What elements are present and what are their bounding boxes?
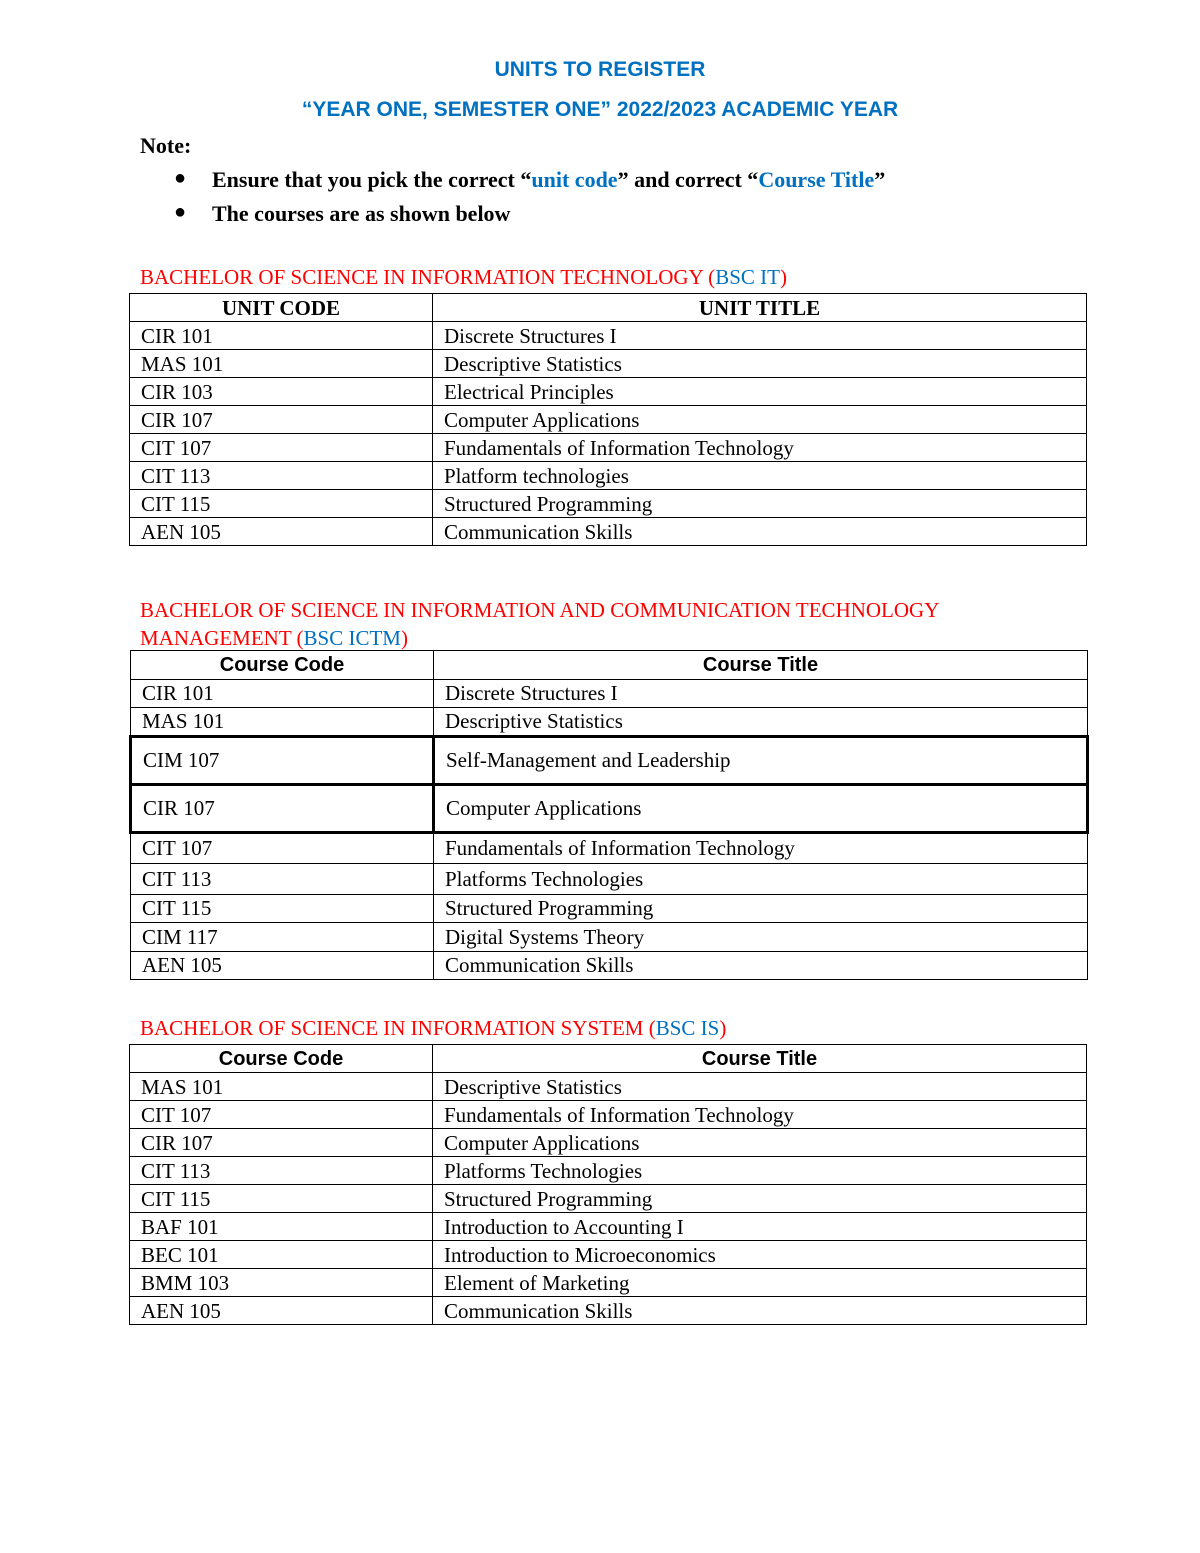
unit-title: Platform technologies [433,462,1087,490]
unit-title: Discrete Structures I [433,322,1087,350]
unit-code: CIT 107 [130,1101,433,1129]
unit-title: Descriptive Statistics [433,350,1087,378]
table-row [130,322,1087,350]
table-row [130,1101,1087,1129]
column-header-code: UNIT CODE [130,294,433,322]
unit-code: CIT 113 [131,863,434,894]
table-row [130,1129,1087,1157]
unit-code: CIT 113 [130,1157,433,1185]
bullet-icon: ● [174,201,187,223]
unit-code: BMM 103 [130,1269,433,1297]
table-row [130,350,1087,378]
unit-code: CIT 113 [130,462,433,490]
table-row [130,490,1087,518]
table-row [130,518,1087,546]
table-row [131,784,1088,832]
unit-code: CIT 107 [131,832,434,863]
table-row [130,1241,1087,1269]
unit-code: CIT 115 [130,490,433,518]
unit-code: CIT 115 [130,1185,433,1213]
unit-title: Structured Programming [434,894,1088,923]
table-row [130,462,1087,490]
unit-code: CIR 101 [131,679,434,708]
unit-code: AEN 105 [130,1297,433,1325]
unit-title: Communication Skills [434,951,1088,980]
unit-title: Structured Programming [433,1185,1087,1213]
table-row [130,434,1087,462]
unit-code: MAS 101 [130,1073,433,1101]
program-title-bsc-it: BACHELOR OF SCIENCE IN INFORMATION TECHNOLOGY (BSC IT) [140,265,787,289]
units-table-bsc-is [129,1044,1087,1325]
table-row [130,1157,1087,1185]
unit-code: CIR 101 [130,322,433,350]
unit-title: Fundamentals of Information Technology [434,832,1088,863]
unit-code: CIT 115 [131,894,434,923]
unit-code: CIT 107 [130,434,433,462]
unit-code: CIR 107 [130,406,433,434]
table-row [130,1297,1087,1325]
unit-title: Communication Skills [433,1297,1087,1325]
unit-code: AEN 105 [130,518,433,546]
table-header-row [131,651,1088,680]
table-header-row [130,294,1087,322]
table-row [131,832,1088,863]
table-row [130,1213,1087,1241]
unit-title: Introduction to Microeconomics [433,1241,1087,1269]
units-table-bsc-ictm [129,650,1089,980]
table-row [131,679,1088,708]
unit-title: Introduction to Accounting I [433,1213,1087,1241]
page-title: UNITS TO REGISTER [494,58,706,81]
program-title-bsc-is: BACHELOR OF SCIENCE IN INFORMATION SYSTEM (BSC IS) [140,1016,727,1040]
page-subtitle: “YEAR ONE, SEMESTER ONE” 2022/2023 ACADEMIC YEAR [301,98,899,121]
unit-title: Platforms Technologies [434,863,1088,894]
unit-title: Computer Applications [433,406,1087,434]
table-row [130,406,1087,434]
column-header-code: Course Code [130,1045,433,1073]
table-row [130,378,1087,406]
unit-title: Fundamentals of Information Technology [433,434,1087,462]
unit-title: Computer Applications [434,784,1088,832]
unit-title: Digital Systems Theory [434,923,1088,952]
column-header-title: Course Title [434,651,1088,680]
note-bullet-2-text: The courses are as shown below [212,201,511,226]
table-header-row [130,1045,1087,1073]
unit-code: AEN 105 [131,951,434,980]
units-table-bsc-it [129,293,1087,546]
table-row [131,708,1088,737]
unit-title: Computer Applications [433,1129,1087,1157]
table-row [131,923,1088,952]
table-row [131,863,1088,894]
unit-title: Element of Marketing [433,1269,1087,1297]
note-label: Note: [140,133,192,158]
table-row [131,736,1088,784]
unit-code: MAS 101 [131,708,434,737]
column-header-code: Course Code [131,651,434,680]
bullet-icon: ● [174,167,187,189]
unit-title: Electrical Principles [433,378,1087,406]
unit-title: Descriptive Statistics [433,1073,1087,1101]
unit-code: CIM 117 [131,923,434,952]
unit-title: Fundamentals of Information Technology [433,1101,1087,1129]
column-header-title: UNIT TITLE [433,294,1087,322]
unit-title: Communication Skills [433,518,1087,546]
note-bullet-1-text: Ensure that you pick the correct “unit code” and correct “Course Title” [212,167,886,192]
table-row [131,951,1088,980]
unit-code: BEC 101 [130,1241,433,1269]
unit-code: CIR 107 [130,1129,433,1157]
unit-code: CIR 103 [130,378,433,406]
table-row [130,1269,1087,1297]
table-row [130,1185,1087,1213]
column-header-title: Course Title [433,1045,1087,1073]
unit-code: CIR 107 [131,784,434,832]
table-row [131,894,1088,923]
unit-title: Descriptive Statistics [434,708,1088,737]
program-title-bsc-ictm: BACHELOR OF SCIENCE IN INFORMATION AND COMMUNICATION TECHNOLOGY MANAGEMENT (BSC ICTM) [140,598,939,650]
unit-code: MAS 101 [130,350,433,378]
unit-code: BAF 101 [130,1213,433,1241]
unit-title: Structured Programming [433,490,1087,518]
unit-title: Discrete Structures I [434,679,1088,708]
unit-title: Self-Management and Leadership [434,736,1088,784]
unit-title: Platforms Technologies [433,1157,1087,1185]
table-row [130,1073,1087,1101]
unit-code: CIM 107 [131,736,434,784]
